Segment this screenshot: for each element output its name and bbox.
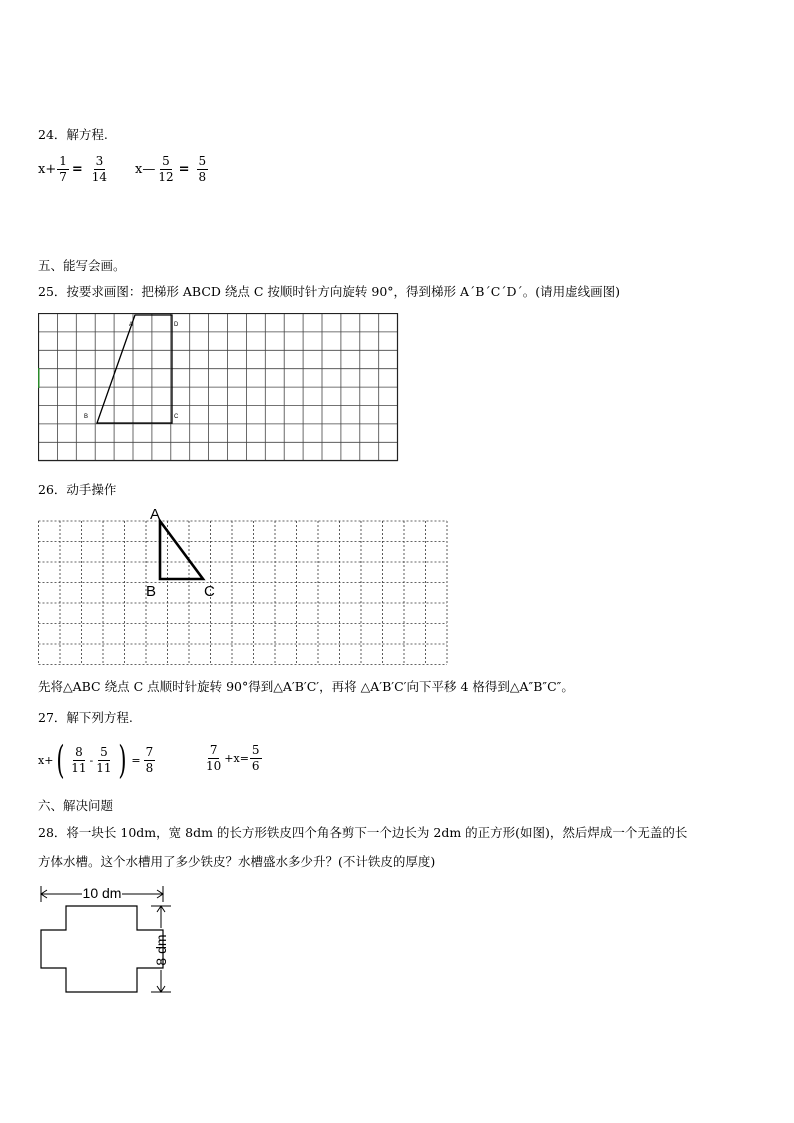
triangle-abc bbox=[160, 521, 203, 579]
eq-mid: +x= bbox=[224, 752, 249, 765]
q27-equation-2 bbox=[203, 743, 263, 774]
q28-sheet-figure bbox=[36, 884, 176, 996]
denominator: 11 bbox=[71, 760, 87, 775]
q25-grid-figure bbox=[38, 313, 400, 463]
equals-sign: = bbox=[131, 753, 141, 767]
fraction bbox=[69, 745, 88, 776]
eq-lhs: x+ bbox=[38, 162, 57, 177]
label-A: A bbox=[150, 506, 161, 523]
label-B: B bbox=[84, 414, 89, 420]
denominator: 7 bbox=[59, 170, 67, 184]
label-A: A bbox=[129, 322, 134, 328]
denominator: 14 bbox=[91, 170, 108, 184]
height-label: 8 dm bbox=[153, 934, 169, 966]
fraction bbox=[156, 154, 175, 185]
fraction bbox=[57, 154, 69, 185]
numerator: 7 bbox=[145, 744, 154, 759]
denominator: 10 bbox=[206, 759, 222, 773]
label-C: C bbox=[174, 414, 179, 420]
numerator: 5 bbox=[162, 154, 170, 168]
denominator: 11 bbox=[96, 760, 112, 775]
numerator: 5 bbox=[198, 154, 207, 168]
eq-lhs: x+ bbox=[38, 753, 54, 767]
fraction bbox=[204, 743, 223, 774]
denominator: 12 bbox=[158, 170, 174, 184]
numerator: 1 bbox=[59, 154, 67, 168]
label-B: B bbox=[146, 583, 157, 600]
width-label: 10 dm bbox=[82, 885, 122, 901]
section-6-title: 六、解决问题 bbox=[38, 798, 114, 813]
denominator: 6 bbox=[251, 759, 260, 773]
numerator: 7 bbox=[209, 743, 218, 757]
q28-line-1: 28．将一块长 10dm，宽 8dm 的长方形铁皮四个角各剪下一个边长为 2dm 的正方形(如图)，然后焊成一个无盖的长 bbox=[38, 825, 688, 840]
fraction bbox=[250, 743, 262, 774]
q27-equation-1 bbox=[38, 738, 156, 782]
label-D: D bbox=[174, 322, 179, 328]
fraction bbox=[90, 154, 109, 185]
numerator: 5 bbox=[251, 743, 260, 757]
numerator: 5 bbox=[100, 744, 108, 759]
q24-equation-2 bbox=[135, 154, 209, 185]
q25-text: 25．按要求画图：把梯形 ABCD 绕点 C 按顺时针方向旋转 90°，得到梯形 A´B´C´D´。(请用虚线画图) bbox=[38, 284, 621, 299]
q26-grid-figure bbox=[38, 505, 450, 665]
right-paren: ) bbox=[117, 738, 127, 782]
minus-sign: - bbox=[89, 753, 94, 767]
left-paren: ( bbox=[56, 738, 65, 782]
denominator: 8 bbox=[198, 170, 207, 184]
q27-title: 27．解下列方程. bbox=[38, 710, 133, 725]
eq-lhs: x— bbox=[135, 162, 156, 177]
equals-sign: = bbox=[71, 162, 83, 177]
q26-title: 26．动手操作 bbox=[38, 482, 117, 497]
label-C: C bbox=[204, 583, 215, 600]
q24-title: 24．解方程. bbox=[38, 127, 108, 142]
numerator: 3 bbox=[95, 154, 104, 168]
equals-sign: = bbox=[178, 162, 190, 177]
fraction bbox=[197, 154, 209, 185]
denominator: 8 bbox=[145, 760, 154, 775]
q28-line-2: 方体水槽。这个水槽用了多少铁皮？水槽盛水多少升？(不计铁皮的厚度) bbox=[38, 854, 436, 869]
q26-instruction: 先将△ABC 绕点 C 点顺时针旋转 90°得到△A′B′C′，再将 △A′B′C′向下平移 4 格得到△A″B″C″。 bbox=[38, 679, 574, 694]
fraction bbox=[94, 745, 113, 776]
q24-equation-1 bbox=[38, 154, 110, 185]
fraction bbox=[144, 745, 156, 776]
section-5-title: 五、能写会画。 bbox=[38, 258, 126, 273]
cross-sheet-outline bbox=[41, 906, 163, 992]
numerator: 8 bbox=[75, 744, 83, 759]
